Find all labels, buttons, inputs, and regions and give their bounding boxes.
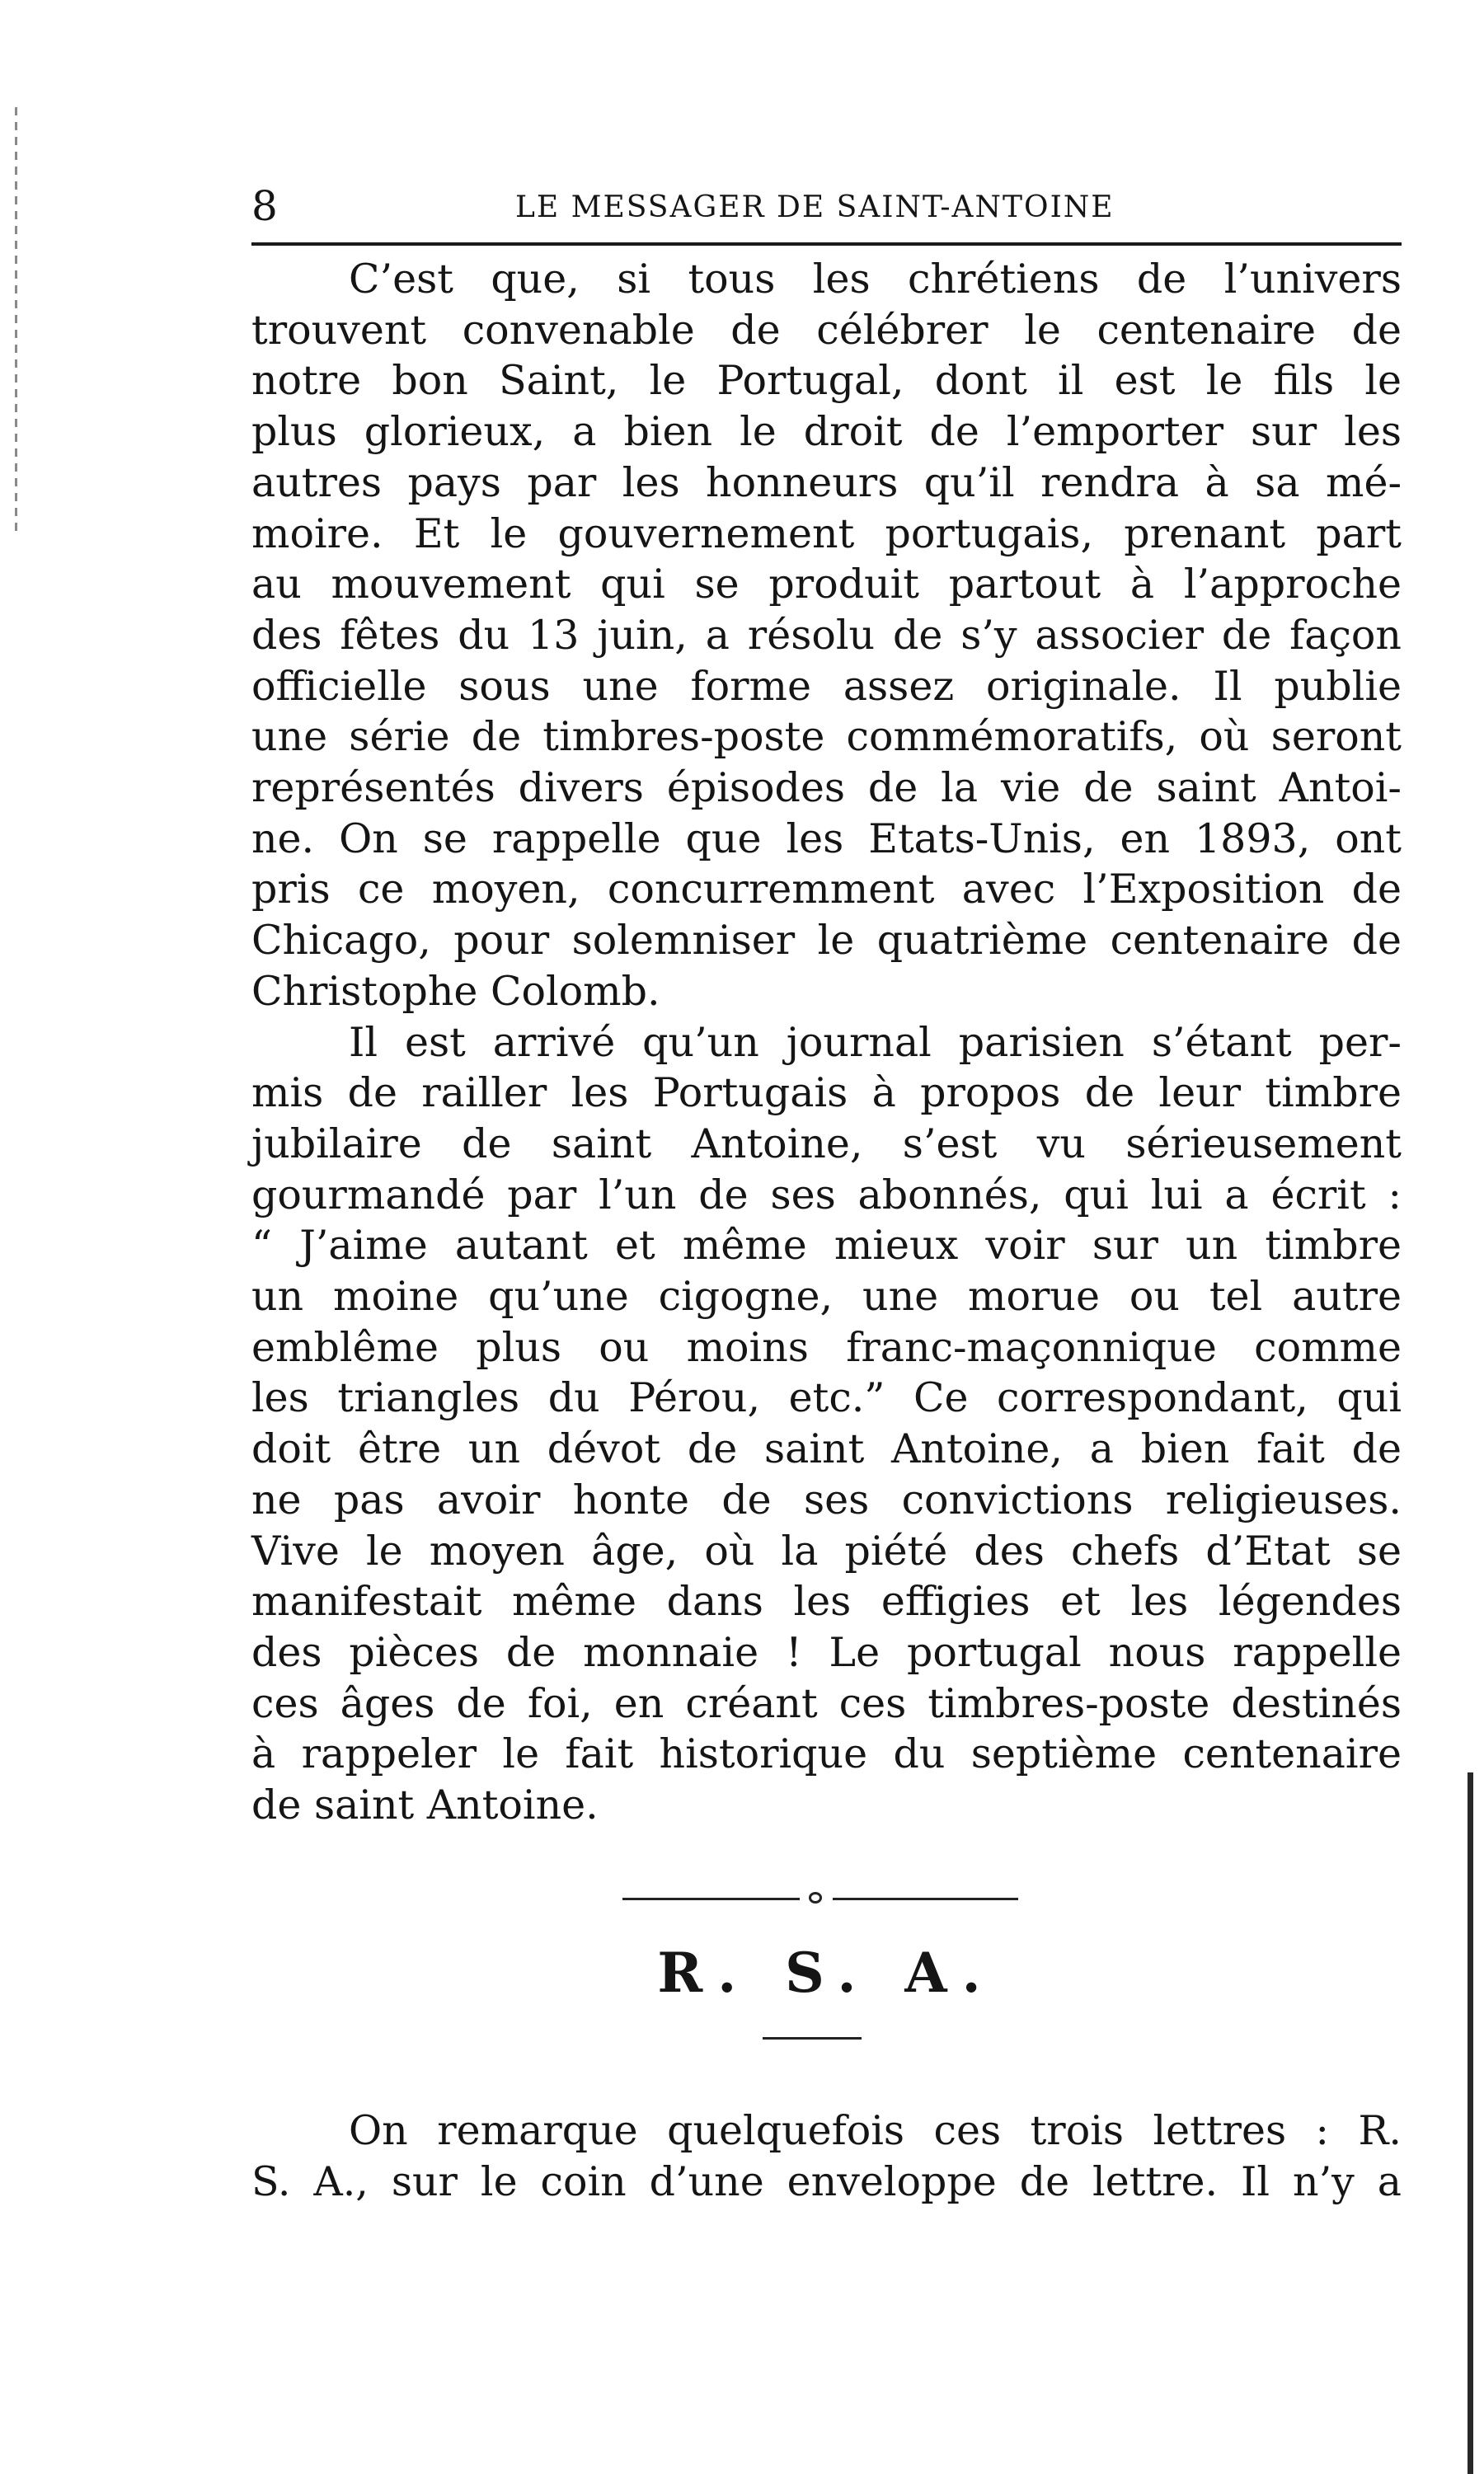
title-rule (763, 2037, 862, 2040)
document-page (251, 181, 1402, 2207)
header-rule (251, 242, 1402, 246)
text-line: autres pays par les honneurs qu’il rendra à sa mé- (251, 458, 1402, 506)
text-line: moire. Et le gouvernement portugais, prenant part (251, 509, 1402, 557)
paragraph-3 (251, 2105, 1402, 2207)
text-line: On remarque quelquefois ces trois lettres : R. (349, 2106, 1402, 2154)
page-number: 8 (251, 182, 278, 230)
text-line: ne pas avoir honte de ses convictions religieuses. (251, 1476, 1402, 1523)
text-line: un moine qu’une cigogne, une morue ou tel autre (251, 1273, 1402, 1321)
text-line: emblême plus ou moins franc-maçonnique comme (251, 1323, 1402, 1371)
text-line: des pièces de monnaie ! Le portugal nous rappelle (251, 1628, 1402, 1676)
text-line: jubilaire de saint Antoine, s’est vu sérieusement (251, 1120, 1402, 1167)
text-line: gourmandé par l’un de ses abonnés, qui lui a écrit : (251, 1171, 1402, 1218)
text-line: “ J’aime autant et même mieux voir sur un timbre (251, 1222, 1402, 1270)
text-line: C’est que, si tous les chrétiens de l’univers (349, 256, 1402, 303)
text-line: Christophe Colomb. (251, 967, 660, 1015)
text-line: officielle sous une forme assez originale. Il publie (251, 662, 1402, 710)
text-line: à rappeler le fait historique du septième centenaire (251, 1730, 1402, 1778)
text-line: pris ce moyen, concurremment avec l’Exposition de (251, 866, 1402, 913)
text-line: mis de railler les Portugais à propos de leur timbre (251, 1069, 1402, 1117)
paragraph-1 (251, 254, 1402, 1017)
text-line: au mouvement qui se produit partout à l’approche (251, 561, 1402, 608)
section-title: R. S. A. (657, 1940, 996, 2005)
running-title: LE MESSAGER DE SAINT-ANTOINE (515, 190, 1115, 224)
text-line: des fêtes du 13 juin, a résolu de s’y associer de façon (251, 611, 1402, 659)
text-line: ne. On se rappelle que les Etats-Unis, en 1893, ont (251, 814, 1402, 862)
text-line: Chicago, pour solemniser le quatrième centenaire de (251, 917, 1402, 965)
text-line: notre bon Saint, le Portugal, dont il est le fils le (251, 357, 1402, 405)
paragraph-2 (251, 1017, 1402, 1831)
text-line: de saint Antoine. (251, 1782, 599, 1829)
text-line: manifestait même dans les effigies et les légendes (251, 1578, 1402, 1626)
text-line: une série de timbres-poste commémoratifs, où seront (251, 713, 1402, 761)
text-line: les triangles du Pérou, etc.” Ce correspondant, qui (251, 1374, 1402, 1422)
ornamental-divider (622, 1890, 1018, 1907)
text-line: S. A., sur le coin d’une enveloppe de lettre. Il n’y a (251, 2157, 1402, 2205)
running-header (251, 181, 1402, 239)
scan-edge-left (15, 107, 17, 536)
text-line: ces âges de foi, en créant ces timbres-poste destinés (251, 1679, 1402, 1727)
text-line: plus glorieux, a bien le droit de l’emporter sur les (251, 408, 1402, 456)
text-line: Vive le moyen âge, où la piété des chefs d’Etat se (251, 1527, 1402, 1575)
text-line: représentés divers épisodes de la vie de saint Antoi- (251, 764, 1402, 812)
text-line: doit être un dévot de saint Antoine, a bien fait de (251, 1425, 1402, 1473)
text-line: Il est arrivé qu’un journal parisien s’étant per- (349, 1018, 1402, 1066)
text-line: trouvent convenable de célébrer le centenaire de (251, 306, 1402, 354)
scan-edge-right (1468, 1772, 1473, 2474)
